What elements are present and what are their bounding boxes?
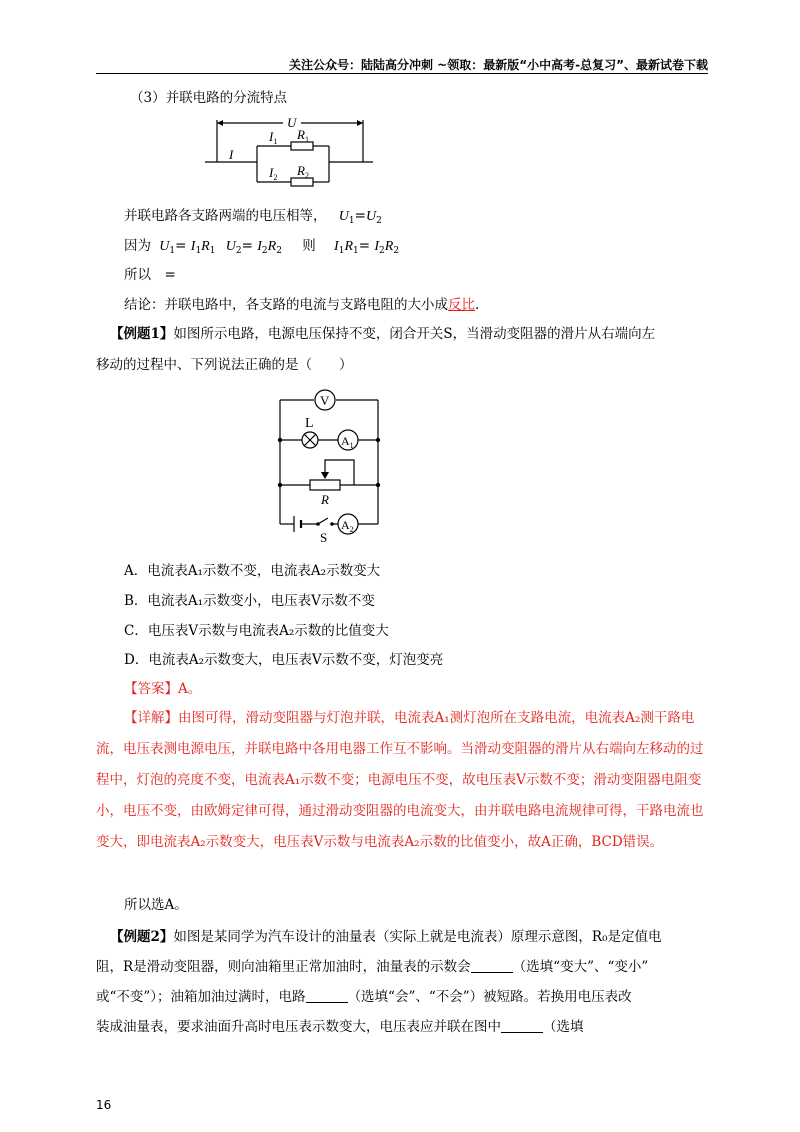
label-I2-sub: 2 (273, 173, 278, 182)
slider-arrow-icon (321, 472, 329, 479)
example2-line4: 装成油量表，要求油面升高时电压表示数变大，电压表应并联在图中 （选填 (96, 1019, 584, 1035)
therefore-line: 所以 = (124, 267, 176, 283)
example1-stem-line2: 移动的过程中、下列说法正确的是（ ） (96, 357, 353, 373)
example2-line3: 或“不变”）；油箱加油过满时，电路 （选填“会”、“不会”）被短路。若换用电压表改 (96, 989, 632, 1005)
example1-analysis: 【详解】由图可得，滑动变阻器与灯泡并联，电流表A₁测灯泡所在支路电流，电流表A₂测干路电流，电压表测电源电压，并联电路中各用电器工作互不影响。当滑动变阻器的滑片从右端向左移动的过程中，灯泡的亮度不变，电流表A₁示数不变；电源电压不变，故电压表V示数不变；滑动变阻器电阻变小，电压不变，由欧姆定律可得，通过滑动变阻器的电流变大，由并联电路电流规律可得，干路电流也变大，即电流表A₂示数变大，电压表V示数与电流表A₂示数的比值变小，故A正确，BCD错误。 (96, 710, 704, 850)
label-I: I (229, 147, 234, 162)
page-number: 16 (96, 1098, 112, 1112)
lamp-label: L (305, 416, 314, 431)
section-title: （3）并联电路的分流特点 (130, 90, 288, 106)
svg-text:A2: $A_2$ (341, 518, 354, 534)
example2-line2: 阻，R是滑动变阻器，则向油箱里正常加油时，油量表的示数会 （选填“变大”、“变小” (96, 959, 649, 975)
label-R1: R (297, 127, 305, 142)
arrow-right-icon (357, 120, 363, 126)
example1-circuit-diagram (270, 388, 390, 544)
example1-stem-line1: 【例题1】如图所示电路，电源电压保持不变，闭合开关S，当滑动变阻器的滑片从右端向左 (110, 326, 656, 342)
option-d: D．电流表A₂示数变大，电压表V示数不变，灯泡变亮 (124, 652, 444, 668)
option-b: B．电流表A₁示数变小，电压表V示数不变 (124, 593, 375, 609)
label-R1-sub: 1 (304, 135, 309, 144)
label-I1: I (269, 129, 274, 144)
blank-1 (471, 958, 513, 973)
example2-tag: 【例题2】 (110, 929, 174, 945)
svg-text:R1 (296, 127, 309, 144)
voltage-equal-line: 并联电路各支路两端的电压相等， $U_1=U_2$ (124, 208, 382, 226)
blank-3 (501, 1018, 543, 1033)
ammeter1-label: A (341, 434, 350, 448)
label-I1-sub: 1 (273, 137, 278, 146)
svg-text:A1: $A_1$ (341, 434, 354, 450)
example1-select: 所以选A。 (124, 897, 188, 913)
label-R2-sub: 2 (304, 171, 309, 180)
svg-text:I2 (268, 165, 277, 182)
rheostat-label: R (321, 492, 329, 507)
svg-text:I1 (268, 129, 277, 146)
label-U: U (287, 115, 297, 130)
voltmeter-label: V (320, 393, 330, 408)
switch-label: S (320, 530, 328, 544)
label-R2: R (297, 163, 305, 178)
ammeter2-label: A (341, 518, 350, 532)
label-I2: I (269, 165, 274, 180)
example2-line1: 【例题2】如图是某同学为汽车设计的油量表（实际上就是电流表）原理示意图，R₀是定值电 (110, 929, 662, 945)
option-a: A．电流表A₁示数不变，电流表A₂示数变大 (124, 563, 381, 579)
example1-tag: 【例题1】 (110, 326, 174, 342)
parallel-circuit-diagram (205, 110, 380, 200)
conclusion-answer: 反比 (448, 297, 475, 313)
because-line: 因为 $U_1= I_1R_1$ $U_2= I_2R_2$ 则 $I_1R_1= I_2R_2$ (124, 238, 400, 256)
example1-answer: 【答案】A。 (124, 681, 202, 697)
header-rule (96, 73, 708, 74)
svg-text:R2 (296, 163, 309, 180)
blank-2 (306, 988, 348, 1003)
option-c: C．电压表V示数与电流表A₂示数的比值变大 (124, 623, 389, 639)
arrow-left-icon (217, 120, 223, 126)
equation-u1-u2: $U_1=U_2$ (338, 208, 382, 226)
page-header: 关注公众号：陆陆高分冲刺 ~领取：最新版“小中高考-总复习”、最新试卷下载 (289, 58, 708, 72)
conclusion-line: 结论：并联电路中，各支路的电流与支路电阻的大小成反比. (124, 297, 480, 313)
